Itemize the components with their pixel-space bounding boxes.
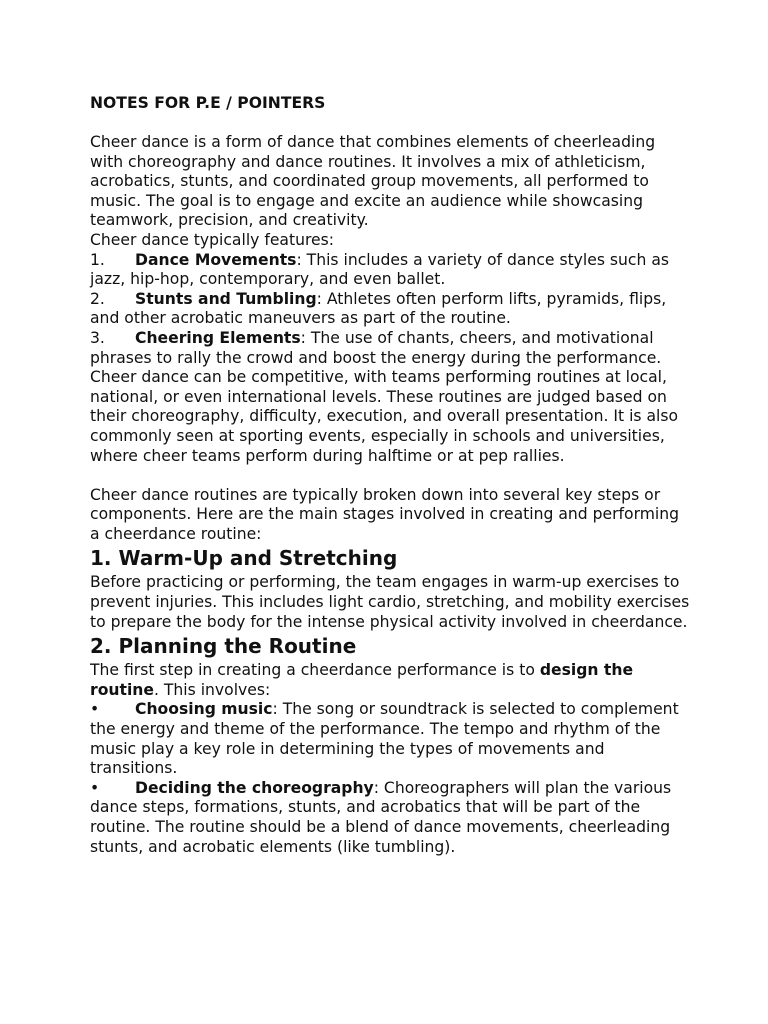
feature-term: Stunts and Tumbling <box>135 289 317 308</box>
feature-term: Dance Movements <box>135 250 297 269</box>
bullet-marker: • <box>90 778 100 797</box>
bullet-text: : Choreographers will plan the various dance steps, formations, stunts, and acrobatics that will be part of the routine. The routine should be a blend of dance movements, cheerleading stunts, and acrobatic elements (like tumbling). <box>90 778 672 856</box>
features-list <box>90 251 690 369</box>
bullet-text: : The song or soundtrack is selected to complement the energy and theme of the performance. The tempo and rhythm of the music play a key role in determining the types of movements and transitions. <box>90 700 679 778</box>
feature-term: Cheering Elements <box>135 328 301 347</box>
list-number: 2. <box>90 289 105 308</box>
feature-text: : The use of chants, cheers, and motivational phrases to rally the crowd and boost the energy during the performance. <box>90 328 662 367</box>
document-body <box>90 92 690 857</box>
list-number: 1. <box>90 250 105 269</box>
document-title: NOTES FOR P.E / POINTERS <box>90 94 326 112</box>
bullet-term: Deciding the choreography <box>135 778 374 797</box>
planning-text-post: . This involves: <box>153 680 271 699</box>
bullet-item <box>90 700 690 778</box>
feature-text: : This includes a variety of dance styles such as jazz, hip-hop, contemporary, and even ballet. <box>90 250 670 289</box>
bullet-term: Choosing music <box>135 700 273 719</box>
section-heading-planning: 2. Planning the Routine <box>90 634 357 659</box>
intro-paragraph: Cheer dance is a form of dance that combines elements of cheerleading with choreography and dance routines. It involves a mix of athleticism, acrobatics, stunts, and coordinated group movements, all performed to music. The goal is to engage and excite an audience while showcasing teamwork, precision, and creativity. <box>90 133 656 230</box>
list-number: 3. <box>90 328 105 347</box>
feature-text: : Athletes often perform lifts, pyramids, flips, and other acrobatic maneuvers as part of the routine. <box>90 289 667 328</box>
routine-intro-paragraph: Cheer dance routines are typically broken down into several key steps or components. Here are the main stages involved in creating and performing a cheerdance routine: <box>90 485 680 543</box>
bullet-marker: • <box>90 700 100 719</box>
bullet-item <box>90 779 690 857</box>
feature-item <box>90 251 690 290</box>
feature-item <box>90 329 690 368</box>
warm-up-paragraph: Before practicing or performing, the team engages in warm-up exercises to prevent injuries. This includes light cardio, stretching, and mobility exercises to prepare the body for the intense physical activity involved in cheerdance. <box>90 573 690 631</box>
planning-paragraph <box>90 661 690 700</box>
planning-bullet-list <box>90 700 690 857</box>
planning-text-pre: The first step in creating a cheerdance performance is to <box>90 661 540 680</box>
feature-item <box>90 290 690 329</box>
features-lead: Cheer dance typically features: <box>90 230 335 249</box>
competitive-paragraph: Cheer dance can be competitive, with teams performing routines at local, national, or even international levels. These routines are judged based on their choreography, difficulty, execution, and overall presentation. It is also commonly seen at sporting events, especially in schools and universities, where cheer teams perform during halftime or at pep rallies. <box>90 368 679 465</box>
section-heading-warm-up: 1. Warm-Up and Stretching <box>90 546 398 571</box>
planning-text-bold: design the routine <box>90 661 634 699</box>
paragraph-spacer <box>90 466 690 486</box>
